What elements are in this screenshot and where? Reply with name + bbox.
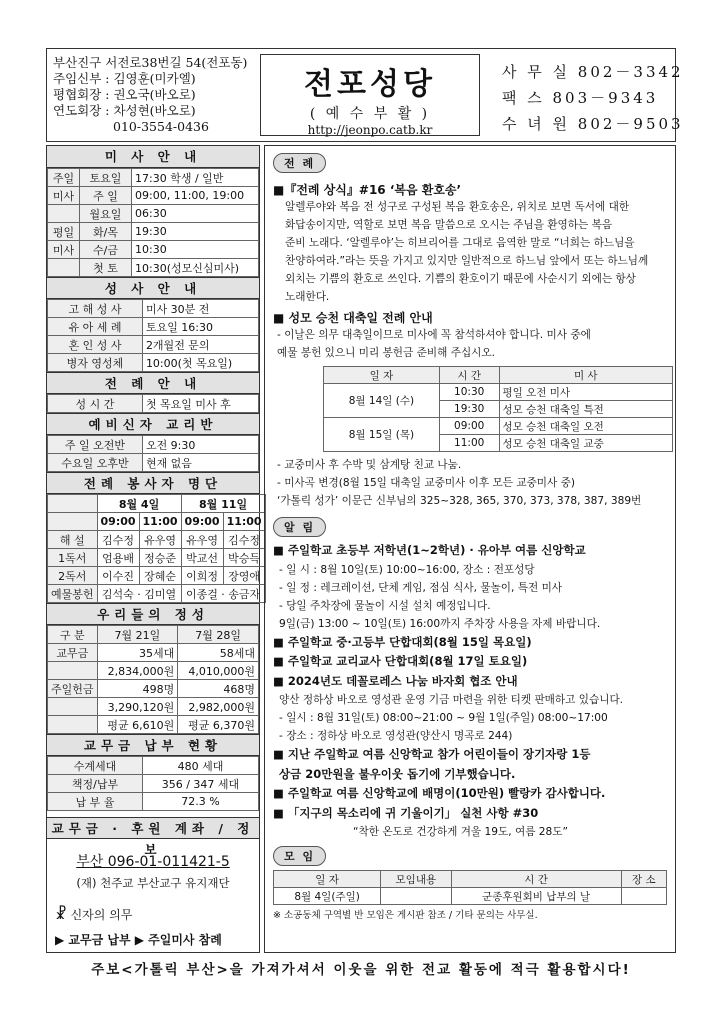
date-header: 8월 11일: [181, 495, 265, 513]
table-cell: 정승준: [139, 549, 181, 567]
page-title: 전포성당: [304, 67, 436, 102]
main-column: [264, 145, 676, 953]
table-cell: [48, 662, 98, 680]
time-header: 11:00: [223, 513, 265, 531]
title-box: [260, 54, 480, 136]
parish-info: [53, 55, 247, 135]
duty-items: ▶ 교무금 납부 ▶ 주일미사 참례: [55, 933, 222, 947]
table-cell: 3,290,120원: [97, 698, 178, 716]
notice-heading-6: ■ 주일학교 여름 신앙학교에 배명이(10만원) 빨랑카 감사합니다.: [273, 786, 606, 800]
table-cell: 엄용배: [97, 549, 139, 567]
table-cell: 480 세대: [142, 757, 258, 775]
table-header: 장 소: [621, 871, 666, 888]
liturgy-guide-title: 전 례 안 내: [47, 372, 259, 394]
table-cell: 06:30: [132, 205, 259, 223]
table-cell: 현재 없음: [142, 454, 258, 472]
table-cell: 주일헌금: [48, 680, 98, 698]
text-line: 화답송이지만, 역할로 보면 복음 말씀으로 오시는 주님을 환영하는 복음: [285, 219, 613, 231]
footer-banner: 주보<가톨릭 부산>을 가져가셔서 이웃을 위한 전교 활동에 적극 활용합시다!: [91, 962, 631, 978]
table-cell: 11:00: [439, 435, 499, 452]
table-cell: [48, 513, 98, 531]
mass-title: 미 사 안 내: [47, 146, 259, 168]
text-line: - 일시 : 8월 31일(토) 08:00~21:00 ~ 9월 1일(주일) 08:00~17:00: [279, 712, 608, 724]
table-cell: 장혜순: [139, 567, 181, 585]
table-row: [48, 585, 266, 603]
account-owner: (재) 천주교 부산교구 유지재단: [76, 876, 230, 890]
table-cell: 8월 14일 (수): [324, 384, 440, 418]
table-cell: 혼 인 성 사: [48, 336, 143, 354]
duty-block: [47, 891, 259, 948]
table-cell: 이희정: [181, 567, 223, 585]
table-row: [48, 223, 259, 241]
youth-president: 연도회장 : 차성현(바오로): [53, 103, 196, 118]
priest: 주임신부 : 김영훈(미카엘): [53, 71, 196, 86]
table-cell: 구 분: [48, 626, 98, 644]
table-cell: 35세대: [97, 644, 178, 662]
table-cell: 2독서: [48, 567, 98, 585]
table-row: [48, 454, 259, 472]
table-cell: 10:00(첫 목요일): [142, 354, 258, 372]
text-line: 9일(금) 13:00 ~ 10일(토) 16:00까지 주차장 사용을 자제 바랍니다.: [279, 617, 601, 630]
table-cell: 8월 15일 (목): [324, 418, 440, 452]
text-line: - 당일 주차장에 물놀이 시설 설치 예정입니다.: [279, 599, 491, 612]
table-cell: 2,834,000원: [97, 662, 178, 680]
meeting-section: [265, 841, 675, 921]
duty-label: 신자의 의무: [70, 908, 133, 922]
meeting-label: 모 임: [273, 846, 326, 866]
notice-heading-5b: 상금 20만원을 불우이웃 돕기에 기부했습니다.: [279, 766, 516, 781]
servers-title: 전례 봉사자 명단: [47, 472, 259, 494]
table-cell: 고 해 성 사: [48, 300, 143, 318]
table-row: [48, 513, 266, 531]
table-row: [48, 549, 266, 567]
table-cell: 토요일: [80, 169, 132, 187]
table-row: [48, 757, 259, 775]
table-cell: 수/금: [80, 241, 132, 259]
notice-heading-5a: ■ 지난 주일학교 여름 신앙학교 참가 어린이들이 장기자랑 1등: [273, 747, 591, 761]
table-cell: 첫 목요일 미사 후: [142, 395, 258, 413]
text-line: - 이날은 의무 대축일이므로 미사에 꼭 참석하셔야 합니다. 미사 중에: [277, 329, 591, 341]
table-cell: 7월 21일: [97, 626, 178, 644]
table-cell: 498명: [97, 680, 178, 698]
table-cell: 2개월전 문의: [142, 336, 258, 354]
table-row: [48, 531, 266, 549]
table-cell: 평균 6,610원: [97, 716, 178, 734]
text-line: 준비 노래다. ‘알렐루야’는 히브리어를 그대로 음역한 말로 “너희는 하느님을: [285, 237, 635, 249]
table-row: [48, 436, 259, 454]
servers-table: [47, 494, 266, 603]
subtitle: ( 예 수 부 활 ): [309, 106, 431, 122]
table-cell: 미사 30분 전: [142, 300, 258, 318]
table-row: [48, 698, 259, 716]
table-cell: 교무금: [48, 644, 98, 662]
text-line: 예물 봉헌 있으니 미리 봉헌금 준비해 주십시오.: [277, 347, 496, 359]
table-cell: 수계세대: [48, 757, 143, 775]
table-cell: [48, 716, 98, 734]
table-row: [48, 205, 259, 223]
table-row: [48, 793, 259, 811]
meeting-note: ※ 소공동체 구역별 반 모임은 게시판 참조 / 기타 문의는 사무실.: [273, 910, 538, 921]
table-cell: 오전 9:30: [142, 436, 258, 454]
table-cell: 책정/납부: [48, 775, 143, 793]
table-cell: 10:30: [439, 384, 499, 401]
table-cell: 19:30: [132, 223, 259, 241]
assumption-heading: ■ 성모 승천 대축일 전례 안내: [273, 311, 433, 325]
table-cell: 유 아 세 례: [48, 318, 143, 336]
table-cell: 2,982,000원: [178, 698, 259, 716]
table-cell: 군종후원회비 납부의 날: [451, 888, 621, 905]
text-line: - 일 시 : 8월 10일(토) 10:00~16:00, 장소 : 전포성당: [279, 563, 535, 576]
header: [46, 48, 684, 142]
table-cell: 토요일 16:30: [142, 318, 258, 336]
notice-7-detail: “착한 온도로 건강하게 겨울 19도, 여름 28도”: [353, 826, 569, 838]
table-cell: 평일: [48, 223, 80, 241]
table-cell: [621, 888, 666, 905]
table-cell: 72.3 %: [142, 793, 258, 811]
table-cell: 09:00: [439, 418, 499, 435]
table-header: 모임내용: [381, 871, 451, 888]
table-cell: 평균 6,370원: [178, 716, 259, 734]
text-line: 외치는 기쁨의 환호로 쓰인다. 기쁨의 환호이기 때문에 사순시기 외에는 항상: [285, 273, 636, 285]
account-number: 부산 096-01-011421-5: [76, 854, 230, 870]
notice-heading-1: ■ 주일학교 초등부 저학년(1~2학년) · 유아부 여름 신앙학교: [273, 543, 586, 557]
table-row: [48, 662, 259, 680]
office-contacts: [502, 59, 684, 137]
table-cell: 19:30: [439, 401, 499, 418]
table-cell: 수요일 오후반: [48, 454, 143, 472]
table-cell: 김석숙 · 김미열: [97, 585, 181, 603]
table-cell: 첫 토: [80, 259, 132, 277]
table-cell: 10:30(성모신심미사): [132, 259, 259, 277]
table-row: [48, 336, 259, 354]
catechumen-title: 예비신자 교리반: [47, 413, 259, 435]
offering-title: 우리들의 정성: [47, 603, 259, 625]
table-cell: 평일 오전 미사: [499, 384, 672, 401]
text-line: - 미사곡 변경(8월 15일 대축일 교중미사 이후 모든 교중미사 중): [277, 477, 575, 489]
left-column: [46, 145, 260, 953]
tithe-table: [47, 756, 259, 811]
chi-rho-icon: ☧: [55, 905, 67, 923]
table-cell: 납 부 율: [48, 793, 143, 811]
notice-label: 알 림: [273, 517, 326, 537]
sacrament-table: [47, 299, 259, 372]
table-cell: 468명: [178, 680, 259, 698]
table-cell: 유우영: [139, 531, 181, 549]
table-row: [48, 626, 259, 644]
mass-table: [47, 168, 259, 277]
table-cell: 미사: [48, 187, 80, 205]
table-cell: 이종걸 · 송금자: [181, 585, 265, 603]
notice-heading-7: ■ 「지구의 목소리에 귀 기울이기」 실천 사항 #30: [273, 805, 539, 820]
table-row: [324, 418, 673, 435]
time-header: 09:00: [181, 513, 223, 531]
text-line: 찬양하여라.”라는 뜻을 가지고 있지만 일반적으로 하느님 앞에서 또는 하느님께: [285, 255, 649, 267]
table-cell: 주 일 오전반: [48, 436, 143, 454]
table-row: [48, 169, 259, 187]
table-cell: 유우영: [181, 531, 223, 549]
table-cell: 8월 4일(주일): [274, 888, 381, 905]
table-cell: 이수진: [97, 567, 139, 585]
table-header: 시 간: [451, 871, 621, 888]
table-row: [48, 716, 259, 734]
text-line: - 일 정 : 레크레이션, 단체 게임, 점심 식사, 물놀이, 특전 미사: [279, 581, 563, 594]
table-cell: 주 일: [80, 187, 132, 205]
table-header: 시 간: [439, 367, 499, 384]
table-row: [48, 241, 259, 259]
text-line: 알렐루야와 복음 전 성구로 구성된 복음 환호송은, 위치로 보면 독서에 대한: [285, 201, 630, 213]
meeting-table: [273, 870, 667, 905]
table-row: [48, 300, 259, 318]
table-cell: [48, 698, 98, 716]
table-cell: 1독서: [48, 549, 98, 567]
time-header: 09:00: [97, 513, 139, 531]
date-header: 8월 4일: [97, 495, 181, 513]
table-cell: [48, 495, 98, 513]
notice-heading-4: ■ 2024년도 데꼴로레스 나눔 바자회 협조 안내: [273, 673, 518, 688]
table-row: [48, 495, 266, 513]
table-row: [48, 318, 259, 336]
table-cell: 주일: [48, 169, 80, 187]
liturgy-heading: ■『전례 상식』#16 ‘복음 환호송’: [273, 183, 462, 197]
table-row: [48, 644, 259, 662]
table-cell: 미사: [48, 241, 80, 259]
catechumen-table: [47, 435, 259, 472]
sacrament-title: 성 사 안 내: [47, 277, 259, 299]
table-row: [48, 680, 259, 698]
table-cell: 09:00, 11:00, 19:00: [132, 187, 259, 205]
text-line: ‘가톨릭 성가’ 이문근 신부님의 325~328, 365, 370, 373, 378, 387, 389번: [277, 495, 642, 507]
address: 부산진구 서전로38번길 54(전포동): [53, 55, 248, 70]
table-cell: [48, 259, 80, 277]
offering-table: [47, 625, 259, 734]
office-phone: 사 무 실 802－3342: [502, 63, 684, 81]
table-cell: 17:30 학생 / 일반: [132, 169, 259, 187]
fax: 팩 스 803－9343: [502, 89, 659, 107]
tithe-title: 교무금 납부 현황: [47, 734, 259, 756]
table-cell: 병자 영성체: [48, 354, 143, 372]
table-cell: 장영애: [223, 567, 265, 585]
liturgy-label: 전 례: [273, 153, 326, 173]
table-cell: 58세대: [178, 644, 259, 662]
assumption-table: [323, 366, 673, 452]
table-cell: [381, 888, 451, 905]
phone: 010-3554-0436: [113, 119, 209, 134]
table-row: [48, 259, 259, 277]
table-row: [48, 395, 259, 413]
liturgy-guide-table: [47, 394, 259, 413]
liturgy-section: [265, 146, 675, 510]
table-cell: [48, 205, 80, 223]
table-row: [324, 384, 673, 401]
notice-section: [265, 510, 675, 841]
table-cell: 해 설: [48, 531, 98, 549]
table-cell: 7월 28일: [178, 626, 259, 644]
table-cell: 김수정: [223, 531, 265, 549]
table-cell: 박승득: [223, 549, 265, 567]
text-line: - 교중미사 후 수박 및 삼계탕 친교 나눔.: [277, 459, 462, 471]
text-line: 노래한다.: [285, 291, 330, 303]
convent-phone: 수 녀 원 802－9503: [502, 115, 684, 133]
table-row: [48, 567, 266, 585]
table-cell: 성 시 간: [48, 395, 143, 413]
table-cell: 356 / 347 세대: [142, 775, 258, 793]
table-cell: 성모 승천 대축일 교중: [499, 435, 672, 452]
council-president: 평협회장 : 권오국(바오로): [53, 87, 196, 102]
website-link[interactable]: http://jeonpo.catb.kr: [307, 123, 433, 137]
table-cell: 김수정: [97, 531, 139, 549]
table-cell: 10:30: [132, 241, 259, 259]
table-row: [48, 354, 259, 372]
table-cell: 박교선: [181, 549, 223, 567]
text-line: - 장소 : 정하상 바오로 영성관(양산시 명곡로 244): [279, 730, 513, 742]
table-row: [48, 187, 259, 205]
table-row: [48, 775, 259, 793]
table-cell: 월요일: [80, 205, 132, 223]
table-cell: 화/목: [80, 223, 132, 241]
table-header: 일 자: [324, 367, 440, 384]
account-title: 교무금 · 후원 계좌 / 정보: [47, 817, 259, 839]
text-line: 양산 정하상 바오로 영성관 운영 기금 마련을 위한 티켓 판매하고 있습니다.: [279, 694, 624, 706]
table-cell: 4,010,000원: [178, 662, 259, 680]
time-header: 11:00: [139, 513, 181, 531]
table-cell: 성모 승천 대축일 특전: [499, 401, 672, 418]
table-cell: 예물봉헌: [48, 585, 98, 603]
table-cell: 성모 승천 대축일 오전: [499, 418, 672, 435]
table-header: 미 사: [499, 367, 672, 384]
table-header: 일 자: [274, 871, 381, 888]
notice-heading-3: ■ 주일학교 교리교사 단합대회(8월 17일 토요일): [273, 654, 528, 668]
notice-heading-2: ■ 주일학교 중·고등부 단합대회(8월 15일 목요일): [273, 634, 532, 649]
